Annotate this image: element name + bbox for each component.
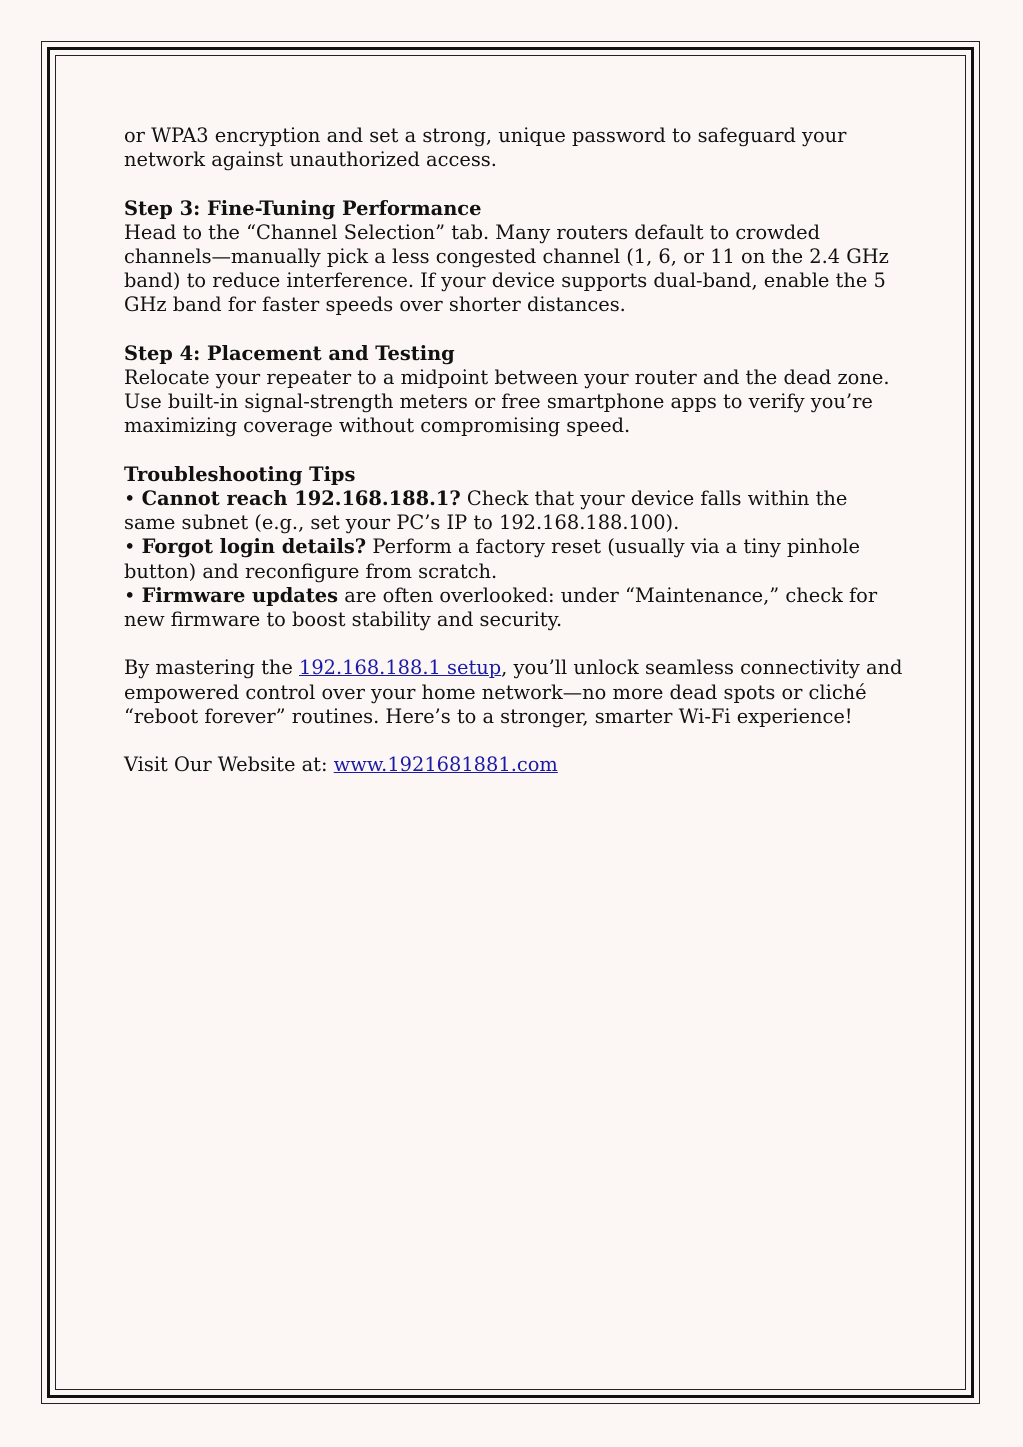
tip-subnet-title: Cannot reach 192.168.188.1? [141,487,461,510]
step4-heading: Step 4: Placement and Testing [124,341,455,365]
bullet-icon: • [124,487,136,510]
step4-body: Relocate your repeater to a midpoint between your router and the dead zone. Use built-in signal-strength meters or free smartphone apps to verify you’re maximizing coverage without compromising speed. [124,366,890,438]
step3-body: Head to the “Channel Selection” tab. Many routers default to crowded channels—manually pick a less congested channel (1, 6, or 11 on the 2.4 GHz band) to reduce interference. If your device supports dual-band, enable the 5 GHz band for faster speeds over shorter distances. [124,220,889,317]
setup-link[interactable]: 192.168.188.1 setup [299,656,502,680]
bullet-icon: • [124,583,136,607]
step3-heading: Step 3: Fine-Tuning Performance [124,196,482,220]
tip-firmware-title: Firmware updates [141,583,339,607]
conclusion-before: By mastering the [124,656,299,680]
footer-paragraph [124,753,904,777]
tip-login [124,535,904,583]
tip-login-title: Forgot login details? [141,535,367,559]
troubleshooting-section [124,463,904,632]
website-link[interactable]: www.1921681881.com [333,753,558,777]
bullet-icon: • [124,535,136,559]
tip-firmware-text: are often overlooked: under “Maintenance,” check for new firmware to boost stability and security. [124,583,878,632]
conclusion-paragraph [124,656,904,729]
footer-label: Visit Our Website at: [124,753,334,777]
tip-subnet-text: Check that your device falls within the same subnet (e.g., set your PC’s IP to 192.168.188.100). [124,487,848,535]
tip-subnet [124,487,904,535]
step4-section [124,342,904,439]
tip-firmware [124,584,904,632]
intro-paragraph [124,124,904,172]
document-body [124,124,904,802]
intro-text: or WPA3 encryption and set a strong, unique password to safeguard your network against unauthorized access. [124,124,847,172]
troubleshooting-heading: Troubleshooting Tips [124,462,356,486]
tip-login-text: Perform a factory reset (usually via a tiny pinhole button) and reconfigure from scratch. [124,535,860,583]
conclusion-after: , you’ll unlock seamless connectivity and empowered control over your home network—no more dead spots or cliché “reboot forever” routines. Here’s to a stronger, smarter Wi-Fi experience! [124,656,903,728]
step3-section [124,197,904,318]
